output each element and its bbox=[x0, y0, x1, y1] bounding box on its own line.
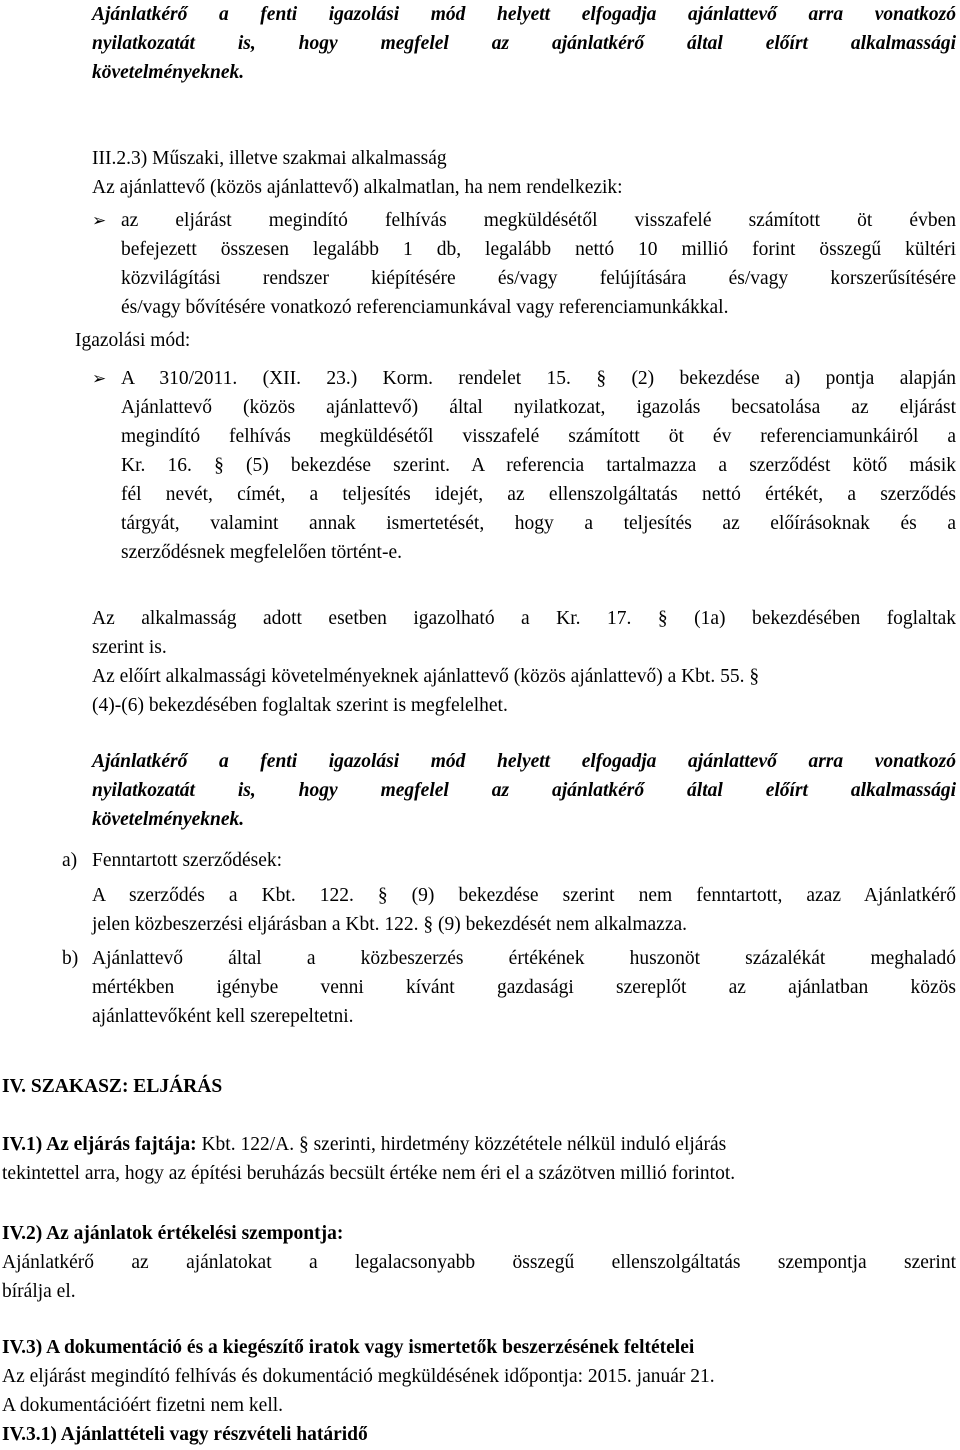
proof-line: megindító felhívás megküldésétől visszafelé számított öt év referenciamunkáiról a bbox=[121, 426, 956, 447]
top-note bbox=[92, 0, 956, 87]
item-b-line: Ajánlattevő által a közbeszerzés értékének huszonöt százalékát meghaladó bbox=[92, 948, 956, 969]
proof-line: fél nevét, címét, a teljesítés idejét, az ellenszolgáltatás nettó értékét, a szerződés bbox=[121, 484, 956, 505]
note-line: Ajánlatkérő a fenti igazolási mód helyett elfogadja ajánlattevő arra vonatkozó bbox=[92, 751, 956, 772]
item-a-marker: a) bbox=[62, 850, 78, 871]
note-line: nyilatkozatát is, hogy megfelel az ajánlatkérő által előírt alkalmassági bbox=[92, 780, 956, 801]
section-IV-1 bbox=[2, 1130, 956, 1188]
proof-text bbox=[121, 364, 956, 567]
section-IV-2-line: Ajánlatkérő az ajánlatokat a legalacsonyabb összegű ellenszolgáltatás szempontja szerint bbox=[2, 1252, 956, 1273]
top-note-line: követelményeknek. bbox=[92, 62, 245, 83]
section-IV-2-body bbox=[2, 1248, 956, 1306]
section-intro: Az ajánlattevő (közös ajánlattevő) alkalmatlan, ha nem rendelkezik: bbox=[92, 177, 623, 198]
kbt-line: Az előírt alkalmassági követelményeknek ajánlattevő (közös ajánlattevő) a Kbt. 55. § bbox=[92, 666, 760, 687]
top-note-line: Ajánlatkérő a fenti igazolási mód helyett elfogadja ajánlattevő arra vonatkozó bbox=[92, 4, 956, 25]
note-paragraph bbox=[92, 747, 956, 834]
proof-line: Ajánlattevő (közös ajánlattevő) által nyilatkozat, igazolás becsatolása az eljárást bbox=[121, 397, 956, 418]
section-IV-2-line: bírálja el. bbox=[2, 1281, 76, 1302]
bullet-arrow-icon: ➢ bbox=[92, 369, 107, 388]
section-IV-3-line: Az eljárást megindító felhívás és dokumentáció megküldésének időpontja: 2015. január 21. bbox=[2, 1366, 715, 1387]
item-b-body bbox=[92, 944, 956, 1031]
kbt-line: (4)-(6) bekezdésében foglaltak szerint is megfelelhet. bbox=[92, 695, 508, 716]
alt-proof-paragraph bbox=[92, 604, 956, 662]
alt-proof-line: Az alkalmasság adott esetben igazolható a Kr. 17. § (1a) bekezdésében foglaltak bbox=[92, 608, 956, 629]
section-IV-1-text: Kbt. 122/A. § szerinti, hirdetmény közzététele nélkül induló eljárás bbox=[196, 1134, 727, 1155]
proof-item bbox=[92, 364, 956, 567]
item-a-line: A szerződés a Kbt. 122. § (9) bekezdése szerint nem fenntartott, azaz Ajánlatkérő bbox=[92, 885, 956, 906]
item-b bbox=[62, 944, 956, 1031]
requirement-line: az eljárást megindító felhívás megküldésétől visszafelé számított öt évben bbox=[121, 210, 956, 231]
requirement-line: befejezett összesen legalább 1 db, legalább nettó 10 millió forint összegű kültéri bbox=[121, 239, 956, 260]
proof-line: szerződésnek megfelelően történt-e. bbox=[121, 542, 402, 563]
proof-line: Kr. 16. § (5) bekezdése szerint. A referencia tartalmazza a szerződést kötő másik bbox=[121, 455, 956, 476]
section-IV-3-line: A dokumentációért fizetni nem kell. bbox=[2, 1395, 284, 1416]
item-b-line: mértékben igénybe venni kívánt gazdasági szereplőt az ajánlatban közös bbox=[92, 977, 956, 998]
item-a-line: jelen közbeszerzési eljárásban a Kbt. 122. § (9) bekezdését nem alkalmazza. bbox=[92, 914, 688, 935]
item-b-line: ajánlattevőként kell szerepeltetni. bbox=[92, 1006, 354, 1027]
item-a bbox=[62, 846, 956, 939]
section-heading-IV-3: IV.3) A dokumentáció és a kiegészítő iratok vagy ismertetők beszerzésének feltételei bbox=[2, 1337, 695, 1358]
proof-line: tárgyát, valamint annak ismertetését, hogy a teljesítés az előírásoknak és a bbox=[121, 513, 956, 534]
item-a-body bbox=[92, 881, 956, 939]
proof-label: Igazolási mód: bbox=[75, 330, 191, 351]
kbt-paragraph bbox=[92, 662, 956, 720]
top-note-line: nyilatkozatát is, hogy megfelel az ajánlatkérő által előírt alkalmassági bbox=[92, 33, 956, 54]
item-b-marker: b) bbox=[62, 948, 79, 969]
section-IV-1-label: IV.1) Az eljárás fajtája: bbox=[2, 1134, 197, 1155]
bullet-arrow-icon: ➢ bbox=[92, 211, 107, 230]
section-heading-IV-3-1: IV.3.1) Ajánlattételi vagy részvételi határidő bbox=[2, 1424, 368, 1445]
section-heading-IV: IV. SZAKASZ: ELJÁRÁS bbox=[2, 1076, 223, 1097]
proof-line: A 310/2011. (XII. 23.) Korm. rendelet 15. § (2) bekezdése a) pontja alapján bbox=[121, 368, 956, 389]
section-IV-1-line: tekintettel arra, hogy az építési beruházás becsült értéke nem éri el a százötven millió forintot. bbox=[2, 1163, 736, 1184]
requirement-text bbox=[121, 206, 956, 322]
note-line: követelményeknek. bbox=[92, 809, 245, 830]
alt-proof-line: szerint is. bbox=[92, 637, 167, 658]
section-heading-IV-2: IV.2) Az ajánlatok értékelési szempontja: bbox=[2, 1223, 344, 1244]
requirement-item bbox=[92, 206, 956, 322]
requirement-line: és/vagy bővítésére vonatkozó referenciamunkával vagy referenciamunkákkal. bbox=[121, 297, 729, 318]
section-heading-III-2-3: III.2.3) Műszaki, illetve szakmai alkalmasság bbox=[92, 148, 447, 169]
item-a-title: Fenntartott szerződések: bbox=[92, 850, 283, 871]
requirement-line: közvilágítási rendszer kiépítésére és/vagy felújítására és/vagy korszerűsítésére bbox=[121, 268, 956, 289]
